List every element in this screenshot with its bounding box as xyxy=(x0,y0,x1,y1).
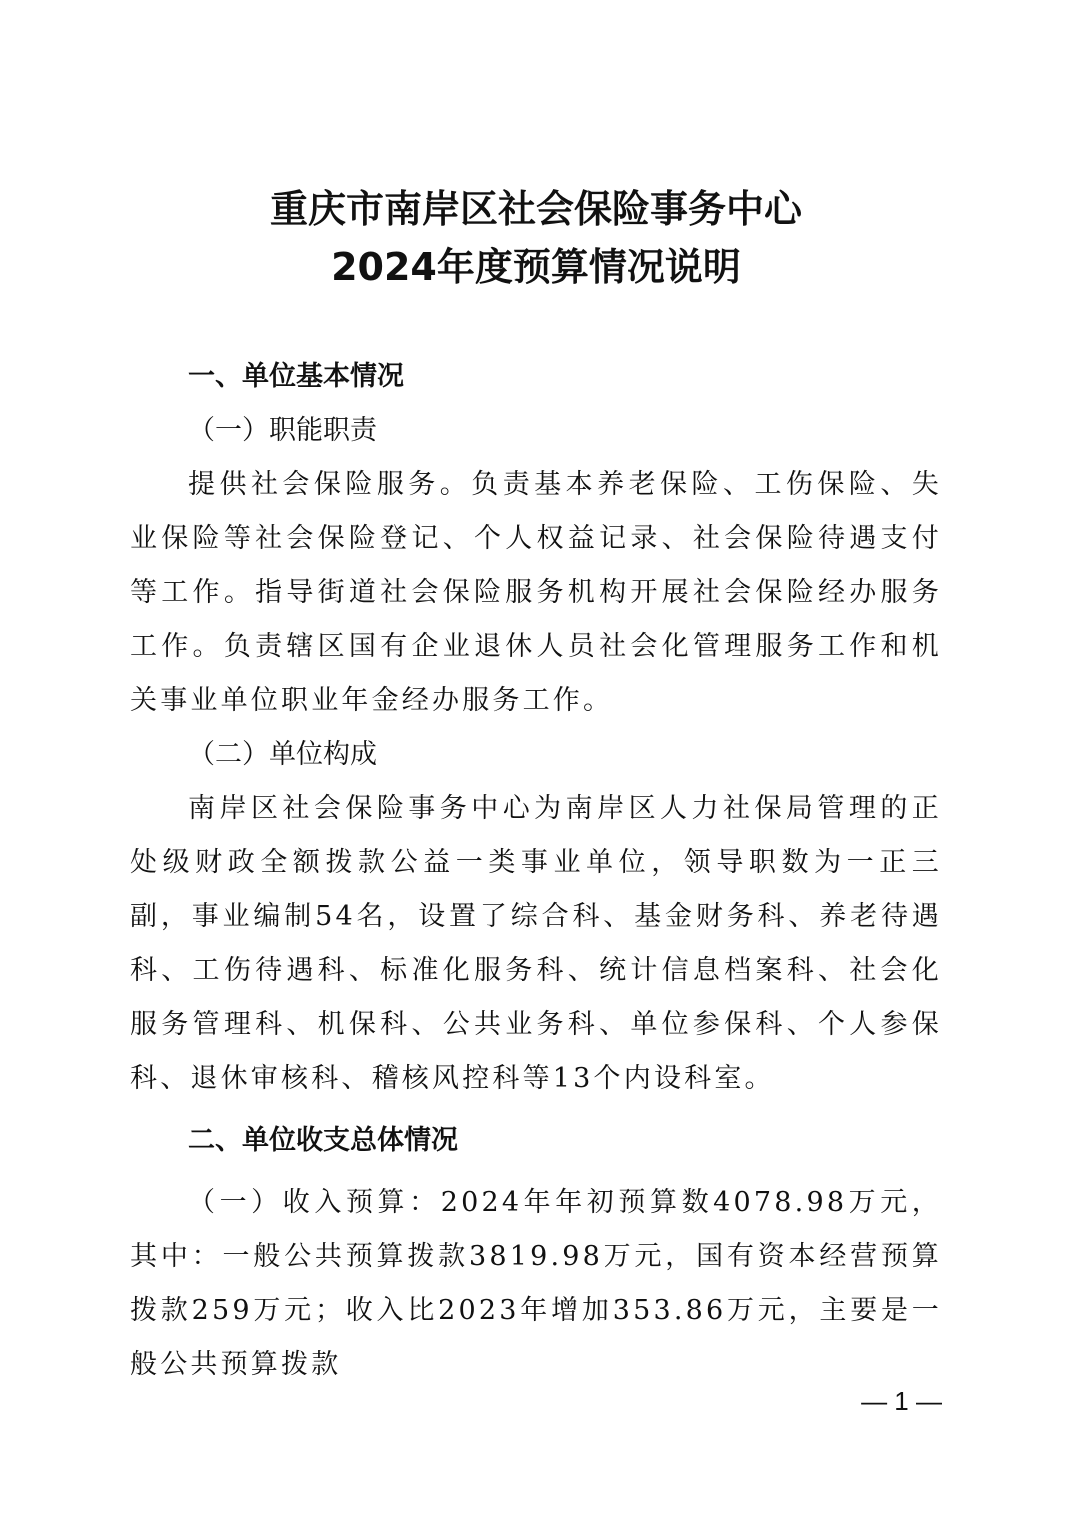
section-1-sub-1-heading: （一）职能职责 xyxy=(188,415,377,446)
title-line-2: 2024年度预算情况说明 xyxy=(331,245,741,289)
document-title xyxy=(130,180,942,296)
section-1-sub-2-heading: （二）单位构成 xyxy=(188,739,377,770)
section-2-heading: 二、单位收支总体情况 xyxy=(188,1125,458,1156)
page-number: — 1 — xyxy=(861,1386,942,1416)
title-line-1: 重庆市南岸区社会保险事务中心 xyxy=(269,186,802,231)
section-gap xyxy=(130,1168,942,1176)
section-1-sub-2-paragraph: 南岸区社会保险事务中心为南岸区人力社保局管理的正处级财政全额拨款公益一类事业单位，领导职数为一正三副，事业编制54名，设置了综合科、基金财务科、养老待遇科、工伤待遇科、标准化服务科、统计信息档案科、社会化服务管理科、机保科、公共业务科、单位参保科、个人参保科、退休审核科、稽核风控科等13个内设科室。 xyxy=(130,793,942,1094)
document-body xyxy=(130,350,942,1392)
section-1-sub-1-paragraph: 提供社会保险服务。负责基本养老保险、工伤保险、失业保险等社会保险登记、个人权益记录、社会保险待遇支付等工作。指导街道社会保险服务机构开展社会保险经办服务工作。负责辖区国有企业退休人员社会化管理服务工作和机关事业单位职业年金经办服务工作。 xyxy=(130,469,942,716)
section-1-heading: 一、单位基本情况 xyxy=(188,361,404,392)
section-2-sub-1-paragraph: （一）收入预算：2024年年初预算数4078.98万元，其中：一般公共预算拨款3819.98万元，国有资本经营预算拨款259万元；收入比2023年增加353.86万元，主要是一般公共预算拨款 xyxy=(130,1187,942,1380)
section-gap xyxy=(130,1106,942,1114)
